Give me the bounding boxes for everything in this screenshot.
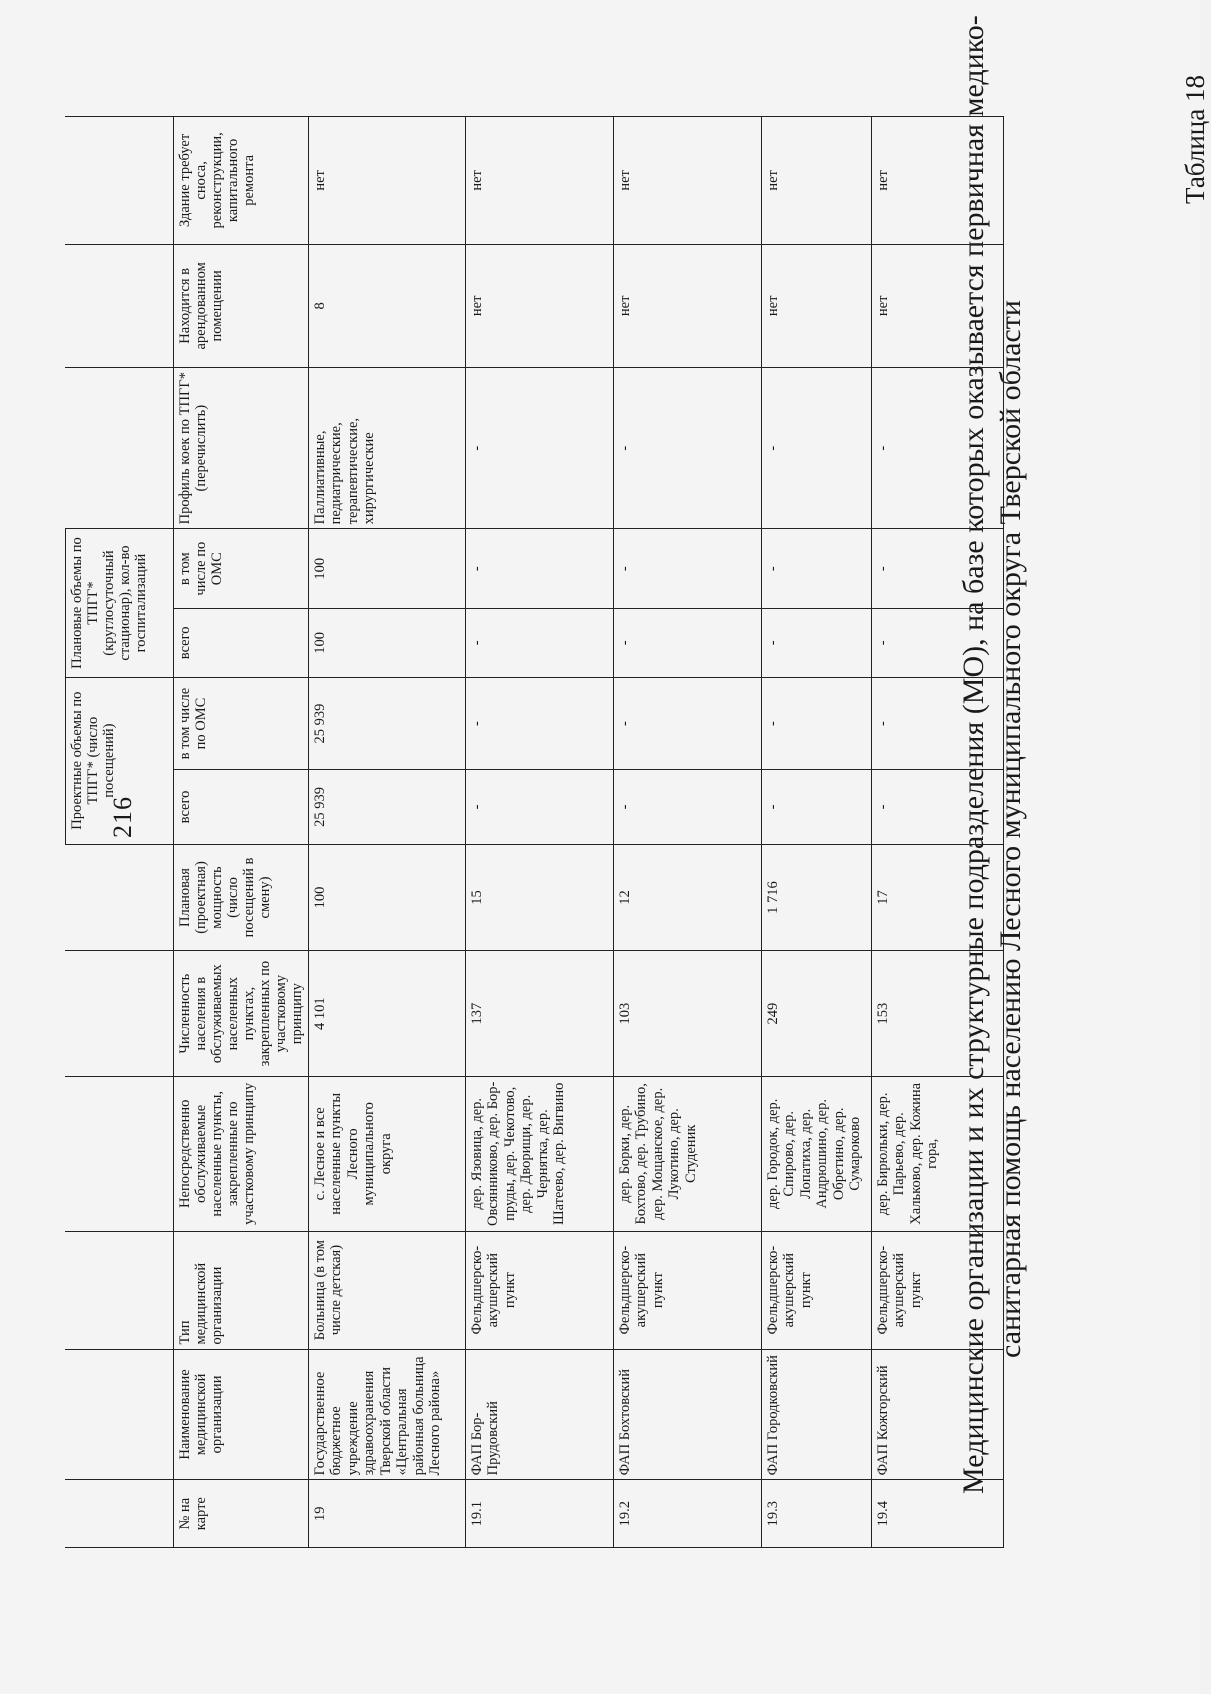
cell-visits-total: -	[614, 770, 762, 844]
cell-served: с. Лесное и все населенные пункты Лесного муниципального округа	[309, 1076, 466, 1231]
cell-num: 19.3	[762, 1480, 872, 1548]
header-served-spacer	[66, 1076, 174, 1231]
cell-visits-total: -	[762, 770, 872, 844]
cell-hosp-oms: -	[762, 529, 872, 609]
header-type: Тип медицинской организации	[174, 1231, 309, 1349]
cell-rented: 8	[309, 244, 466, 367]
cell-name: Государственное бюджетное учреждение здравоохранения Тверской области «Центральная районная больница Лесного района»	[309, 1349, 466, 1480]
cell-visits-oms: -	[466, 677, 614, 770]
cell-type: Больница (в том числе детская)	[309, 1231, 466, 1349]
cell-hosp-oms: -	[872, 529, 1004, 609]
header-beds-spacer	[66, 367, 174, 528]
cell-hosp-oms: -	[466, 529, 614, 609]
header-rented-spacer	[66, 244, 174, 367]
cell-visits-oms: 25 939	[309, 677, 466, 770]
table-label: Таблица 18	[1180, 75, 1210, 204]
cell-population: 4 101	[309, 951, 466, 1076]
cell-repair: нет	[614, 117, 762, 245]
table-row	[872, 117, 1004, 1548]
cell-population: 249	[762, 951, 872, 1076]
cell-beds: -	[466, 367, 614, 528]
cell-repair: нет	[309, 117, 466, 245]
cell-visits-total: -	[466, 770, 614, 844]
table-row	[309, 117, 466, 1548]
table-row	[466, 117, 614, 1548]
cell-visits-oms: -	[762, 677, 872, 770]
cell-repair: нет	[762, 117, 872, 245]
facilities-table	[65, 15, 1004, 1548]
table-row	[762, 117, 872, 1548]
header-beds: Профиль коек по ТПГГ* (перечислить)	[174, 367, 309, 528]
header-num-spacer	[66, 1480, 174, 1548]
cell-type: Фельдшерско-акушерский пункт	[614, 1231, 762, 1349]
cell-population: 137	[466, 951, 614, 1076]
cell-beds: -	[762, 367, 872, 528]
table-subheader-row	[174, 117, 309, 1548]
header-capacity-spacer	[66, 844, 174, 951]
cell-hosp-oms: 100	[309, 529, 466, 609]
cell-rented: нет	[466, 244, 614, 367]
cell-name: ФАП Городковский	[762, 1349, 872, 1480]
cell-served: дер. Борки, дер. Бохтово, дер. Трубино, дер. Мощанское, дер. Лукотино, дер. Студеник	[614, 1076, 762, 1231]
cell-rented: нет	[762, 244, 872, 367]
page-number: 216	[108, 796, 137, 838]
cell-capacity: 1 716	[762, 844, 872, 951]
cell-rented: нет	[614, 244, 762, 367]
cell-hosp-total: -	[466, 609, 614, 678]
cell-visits-total: -	[872, 770, 1004, 844]
header-visits-total: всего	[174, 770, 309, 844]
header-repair: Здание требует сноса, реконструкции, капитального ремонта	[174, 117, 309, 245]
cell-served: дер. Городок, дер. Спирово, дер. Лопатиха, дер. Андрюшино, дер. Обретино, дер. Сумароково	[762, 1076, 872, 1231]
cell-repair: нет	[872, 117, 1004, 245]
cell-type: Фельдшерско-акушерский пункт	[466, 1231, 614, 1349]
cell-beds: -	[872, 367, 1004, 528]
cell-population: 103	[614, 951, 762, 1076]
cell-capacity: 100	[309, 844, 466, 951]
cell-visits-oms: -	[614, 677, 762, 770]
header-hosp-oms: в том числе по ОМС	[174, 529, 309, 609]
cell-hosp-total: -	[614, 609, 762, 678]
cell-num: 19	[309, 1480, 466, 1548]
cell-hosp-total: 100	[309, 609, 466, 678]
cell-visits-total: 25 939	[309, 770, 466, 844]
header-type-spacer	[66, 1231, 174, 1349]
header-visits-oms: в том числе по ОМС	[174, 677, 309, 770]
table-title-line-2: санитарная помощь населению Лесного муниципального округа Тверской области	[994, 300, 1027, 1358]
cell-beds: -	[614, 367, 762, 528]
cell-name: ФАП Бор-Прудовский	[466, 1349, 614, 1480]
cell-hosp-total: -	[872, 609, 1004, 678]
cell-name: ФАП Бохтовский	[614, 1349, 762, 1480]
cell-num: 19.1	[466, 1480, 614, 1548]
table-title-line-1: Медицинские организации и их структурные подразделения (МО), на базе которых оказывается первичная медико-	[957, 15, 990, 1494]
cell-num: 19.4	[872, 1480, 1004, 1548]
header-population: Численность населения в обслуживаемых населенных пунктах, закрепленных по участковому принципу	[174, 951, 309, 1076]
header-served: Непосредственно обслуживаемые населенные пункты, закрепленные по участковому принципу	[174, 1076, 309, 1231]
table-header-row	[66, 117, 174, 1548]
header-name: Наименование медицинской организации	[174, 1349, 309, 1480]
cell-served: дер. Язовица, дер. Овсянниково, дер. Бор-пруды, дер. Чекотово, дер. Дворищи, дер. Чернятка, дер. Шатеево, дер. Вигвино	[466, 1076, 614, 1231]
header-population-spacer	[66, 951, 174, 1076]
cell-repair: нет	[466, 117, 614, 245]
header-capacity: Плановая (проектная) мощность (число посещений в смену)	[174, 844, 309, 951]
cell-served: дер. Бирюльки, дер. Парьево, дер. Хальково, дер. Кожина гора,	[872, 1076, 1004, 1231]
header-visits-group: Проектные объемы по ТПГГ* (число посещений)	[66, 677, 174, 844]
header-name-spacer	[66, 1349, 174, 1480]
cell-capacity: 12	[614, 844, 762, 951]
cell-hosp-total: -	[762, 609, 872, 678]
header-hosp-group: Плановые объемы по ТПГГ* (круглосуточный стационар), кол-во госпитализаций	[66, 529, 174, 677]
cell-capacity: 15	[466, 844, 614, 951]
header-repair-spacer	[66, 117, 174, 245]
cell-visits-oms: -	[872, 677, 1004, 770]
cell-name: ФАП Кожгорский	[872, 1349, 1004, 1480]
header-hosp-total: всего	[174, 609, 309, 678]
cell-population: 153	[872, 951, 1004, 1076]
cell-rented: нет	[872, 244, 1004, 367]
header-num: № на карте	[174, 1480, 309, 1548]
cell-beds: Паллиативные, педиатрические, терапевтические, хирургические	[309, 367, 466, 528]
header-rented: Находится в арендованном помещении	[174, 244, 309, 367]
cell-hosp-oms: -	[614, 529, 762, 609]
cell-type: Фельдшерско-акушерский пункт	[872, 1231, 1004, 1349]
table-row	[614, 117, 762, 1548]
cell-num: 19.2	[614, 1480, 762, 1548]
cell-type: Фельдшерско-акушерский пункт	[762, 1231, 872, 1349]
cell-capacity: 17	[872, 844, 1004, 951]
